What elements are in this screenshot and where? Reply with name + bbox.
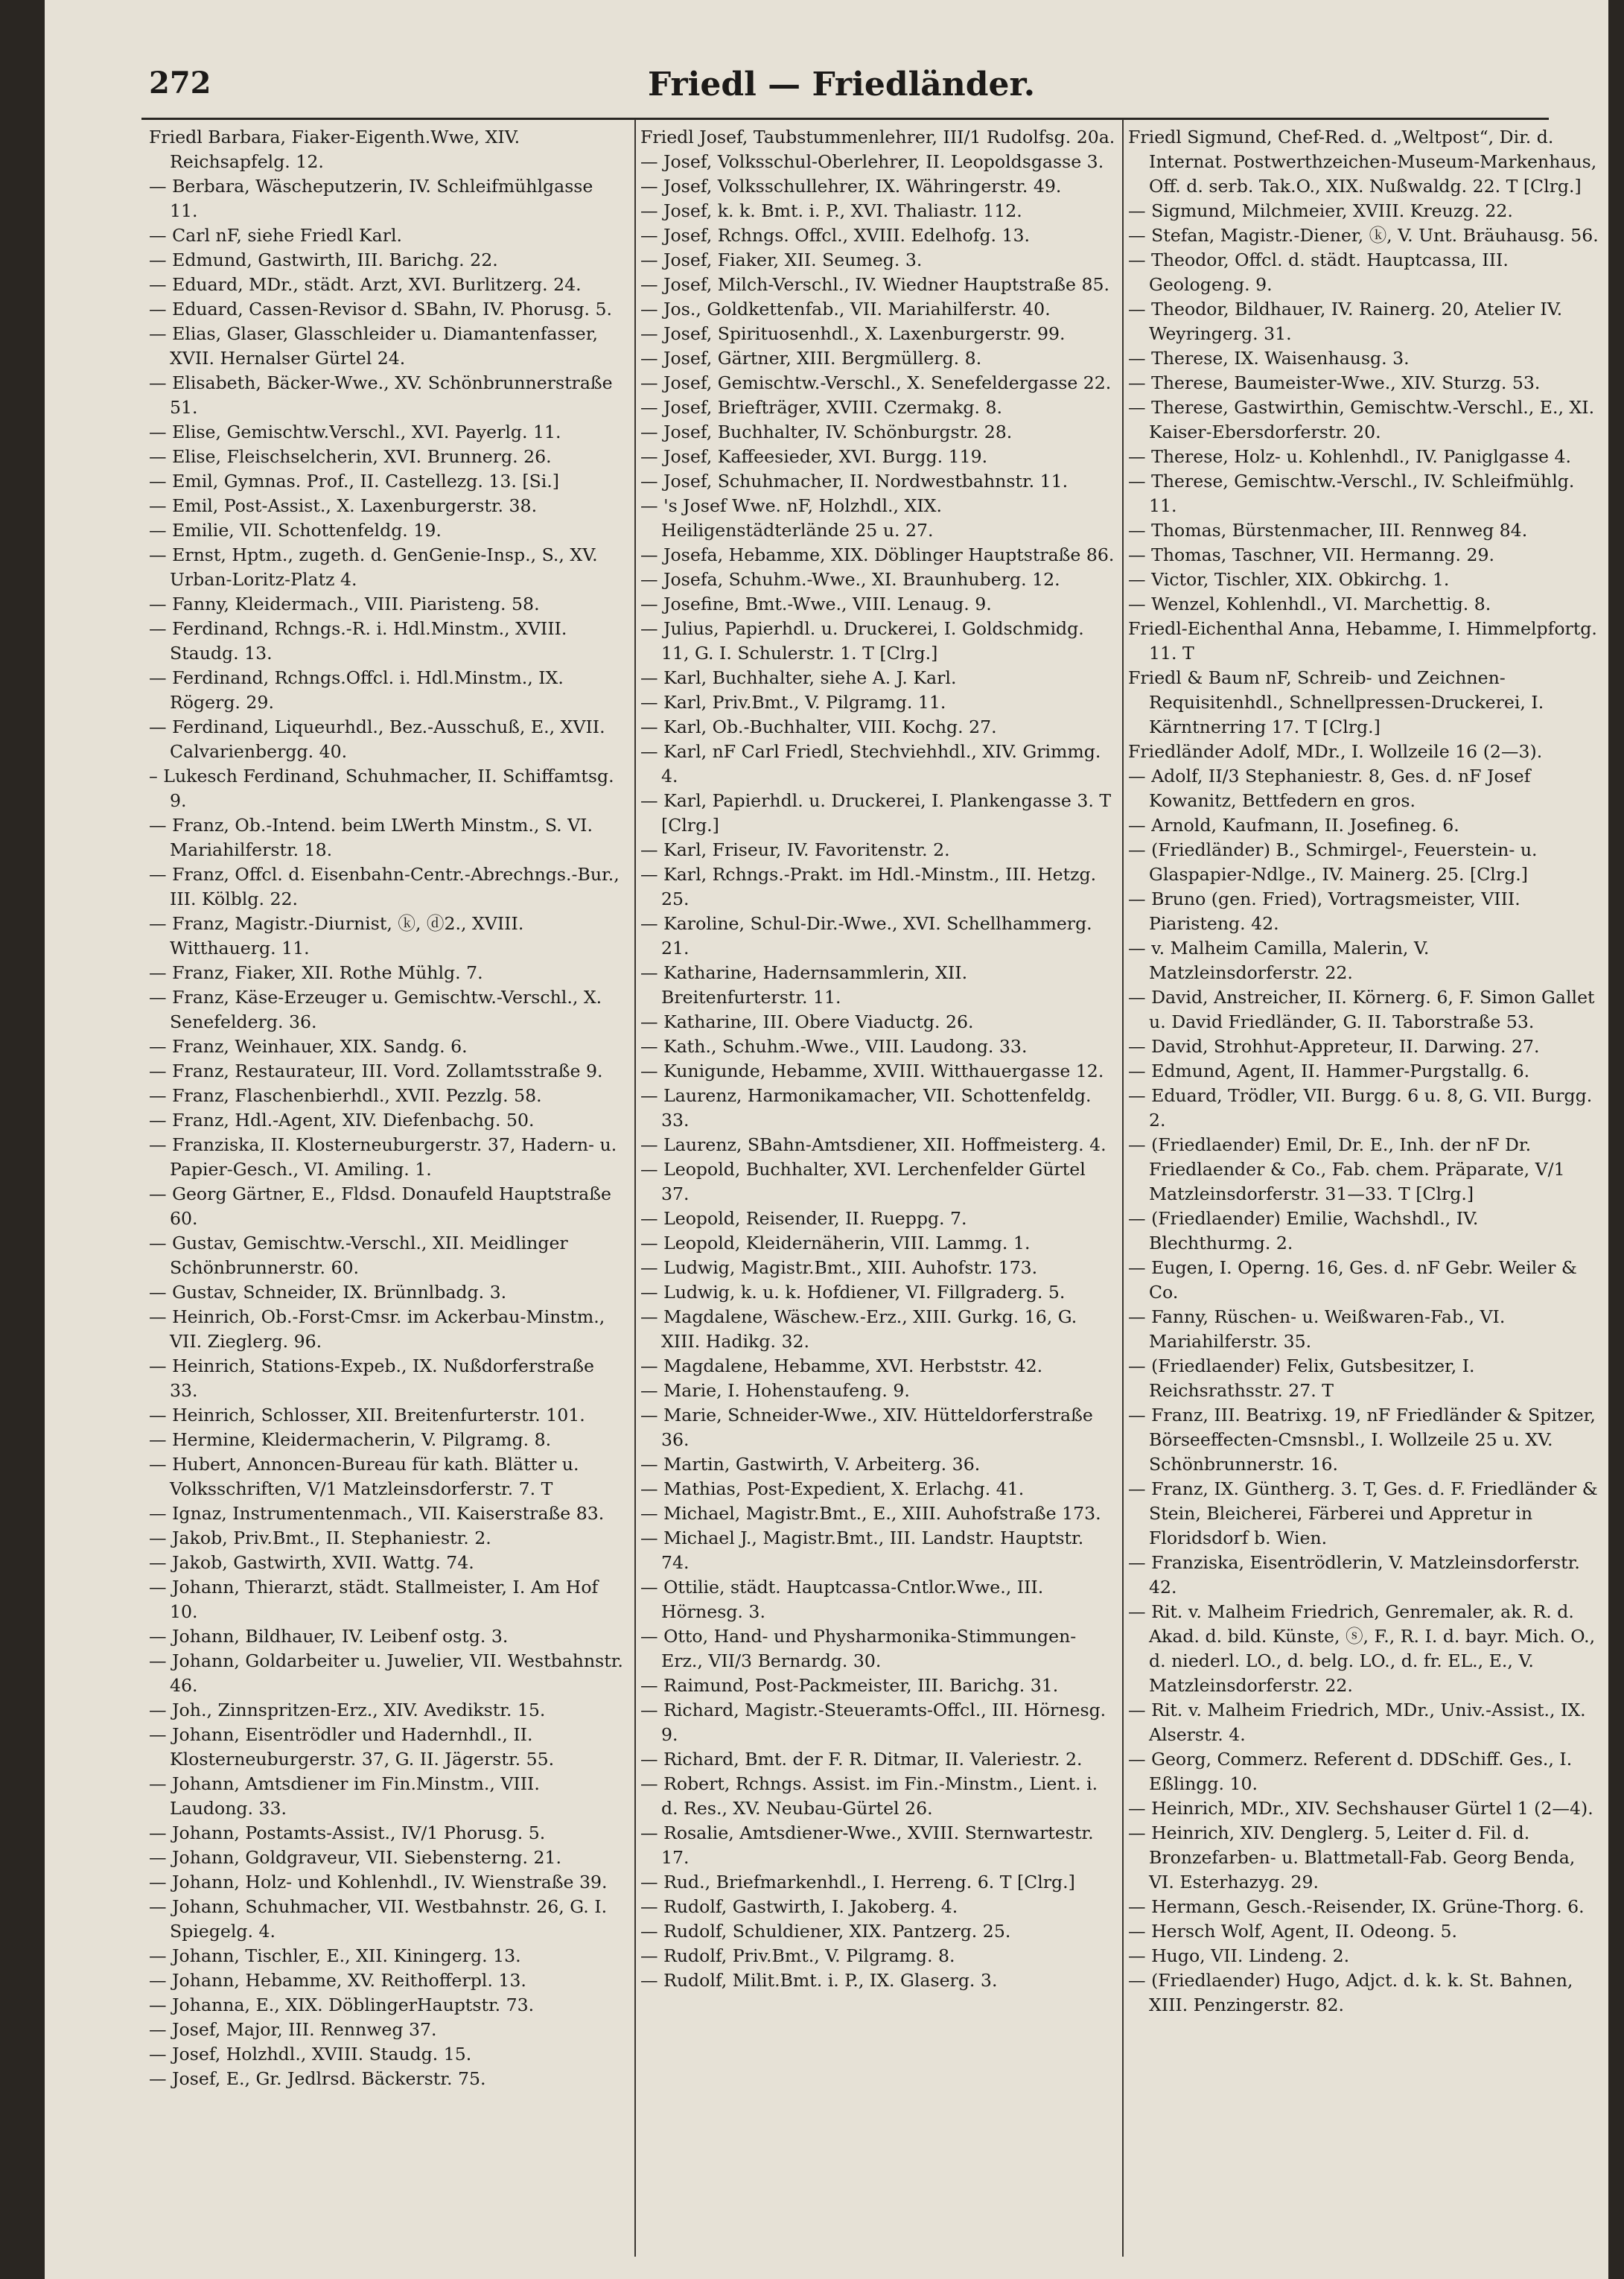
directory-entry: — Edmund, Gastwirth, III. Barichg. 22. — [149, 249, 498, 270]
directory-entry: — Hersch Wolf, Agent, II. Odeong. 5. — [1128, 1921, 1458, 1942]
directory-entry: — Franz, Offcl. d. Eisenbahn-Centr.-Abrechngs.-Bur., III. Kölblg. 22. — [149, 864, 620, 909]
directory-entry: — Stefan, Magistr.-Diener, ⓚ, V. Unt. Bräuhausg. 56. — [1128, 225, 1599, 246]
directory-entry: — Rit. v. Malheim Friedrich, Genremaler, ak. R. d. Akad. d. bild. Künste, ⓢ, F., R. I. d. bayr. Mich. O., d. niederl. LO., d. belg. LO., d. fr. EL., E., V. Matzleinsdorferstr. 22. — [1128, 1601, 1596, 1696]
directory-entry: — Emil, Post-Assist., X. Laxenburgerstr. 38. — [149, 495, 538, 516]
directory-entry: — Bruno (gen. Fried), Vortragsmeister, VIII. Piaristeng. 42. — [1128, 889, 1520, 934]
directory-entry: Friedl Barbara, Fiaker-Eigenth.Wwe, XIV. Reichsapfelg. 12. — [149, 127, 520, 172]
directory-entry: — Josef, k. k. Bmt. i. P., XVI. Thaliastr. 112. — [640, 200, 1022, 221]
directory-entry: — Georg, Commerz. Referent d. DDSchiff. Ges., I. Eßlingg. 10. — [1128, 1749, 1573, 1794]
directory-entry: — Theodor, Bildhauer, IV. Rainerg. 20, Atelier IV. Weyringerg. 31. — [1128, 299, 1563, 344]
directory-entry: — Ludwig, k. u. k. Hofdiener, VI. Fillgraderg. 5. — [640, 1282, 1066, 1303]
column-left — [149, 125, 625, 2091]
directory-entry: — Karl, Ob.-Buchhalter, VIII. Kochg. 27. — [640, 716, 997, 737]
directory-entry: — Johanna, E., XIX. DöblingerHauptstr. 73. — [149, 1994, 535, 2015]
directory-entry: — Johann, Postamts-Assist., IV/1 Phorusg. 5. — [149, 1822, 546, 1843]
directory-entry: — Josef, Spirituosenhdl., X. Laxenburgerstr. 99. — [640, 323, 1066, 344]
directory-entry: — Julius, Papierhdl. u. Druckerei, I. Goldschmidg. 11, G. I. Schulerstr. 1. T [Clrg.] — [640, 618, 1084, 664]
directory-entry: Friedl Josef, Taubstummenlehrer, III/1 Rudolfsg. 20a. — [640, 127, 1115, 147]
directory-entry: — Thomas, Bürstenmacher, III. Rennweg 84. — [1128, 520, 1528, 541]
directory-entry: — Theodor, Offcl. d. städt. Hauptcassa, III. Geologeng. 9. — [1128, 249, 1509, 295]
directory-entry: — Martin, Gastwirth, V. Arbeiterg. 36. — [640, 1454, 981, 1475]
directory-entry: — Gustav, Schneider, IX. Brünnlbadg. 3. — [149, 1282, 507, 1303]
directory-entry: — Franz, Flaschenbierhdl., XVII. Pezzlg. 58. — [149, 1085, 542, 1106]
directory-entry: — Josef, Fiaker, XII. Seumeg. 3. — [640, 249, 923, 270]
column-right — [1128, 125, 1605, 2018]
directory-entry: Friedl-Eichenthal Anna, Hebamme, I. Himmelpfortg. 11. T — [1128, 618, 1597, 664]
directory-entry: — Katharine, III. Obere Viaductg. 26. — [640, 1011, 974, 1032]
directory-entry: — Therese, Gemischtw.-Verschl., IV. Schleifmühlg. 11. — [1128, 471, 1575, 516]
directory-entry: — Ottilie, städt. Hauptcassa-Cntlor.Wwe., III. Hörnesg. 3. — [640, 1577, 1044, 1622]
directory-entry: — Victor, Tischler, XIX. Obkirchg. 1. — [1128, 569, 1450, 590]
directory-entry: — Adolf, II/3 Stephaniestr. 8, Ges. d. nF Josef Kowanitz, Bettfedern en gros. — [1128, 766, 1531, 811]
directory-entry: — Josef, Schuhmacher, II. Nordwestbahnstr. 11. — [640, 471, 1069, 492]
directory-entry: — Karl, Friseur, IV. Favoritenstr. 2. — [640, 839, 950, 860]
directory-entry: — Franz, III. Beatrixg. 19, nF Friedländer & Spitzer, Börseeffecten-Cmsnsbl., I. Wollzeile 25 u. XV. Schönbrunnerstr. 16. — [1128, 1405, 1596, 1475]
directory-entry: — Richard, Bmt. der F. R. Ditmar, II. Valeriestr. 2. — [640, 1749, 1083, 1770]
directory-entry: — Josef, Kaffeesieder, XVI. Burgg. 119. — [640, 446, 988, 467]
directory-entry: — Johann, Eisentrödler und Hadernhdl., II. Klosterneuburgerstr. 37, G. II. Jägerstr. 55. — [149, 1724, 555, 1770]
directory-entry: — Rud., Briefmarkenhdl., I. Herreng. 6. T [Clrg.] — [640, 1872, 1075, 1892]
directory-entry: — Hubert, Annoncen-Bureau für kath. Blätter u. Volksschriften, V/1 Matzleinsdorferstr. 7. T — [149, 1454, 579, 1499]
directory-entry: — Jakob, Priv.Bmt., II. Stephaniestr. 2. — [149, 1528, 491, 1548]
page-header — [104, 66, 1579, 109]
directory-entry: — Michael J., Magistr.Bmt., III. Landstr. Hauptstr. 74. — [640, 1528, 1084, 1573]
directory-entry: — Michael, Magistr.Bmt., E., XIII. Auhofstraße 173. — [640, 1503, 1101, 1524]
directory-entry: — Rosalie, Amtsdiener-Wwe., XVIII. Sternwartestr. 17. — [640, 1822, 1094, 1868]
directory-entry: — Karoline, Schul-Dir.-Wwe., XVI. Schellhammerg. 21. — [640, 913, 1092, 959]
directory-entry: — Elisabeth, Bäcker-Wwe., XV. Schönbrunnerstraße 51. — [149, 372, 613, 418]
directory-entry: — Heinrich, MDr., XIV. Sechshauser Gürtel 1 (2—4). — [1128, 1798, 1593, 1819]
directory-entry: — Josef, Gemischtw.-Verschl., X. Senefeldergasse 22. — [640, 372, 1112, 393]
directory-entry: — Heinrich, Stations-Expeb., IX. Nußdorferstraße 33. — [149, 1355, 594, 1401]
directory-entry: — Heinrich, Ob.-Forst-Cmsr. im Ackerbau-Minstm., VII. Zieglerg. 96. — [149, 1306, 605, 1352]
directory-entry: — Rudolf, Priv.Bmt., V. Pilgramg. 8. — [640, 1945, 955, 1966]
directory-entry: — Laurenz, Harmonikamacher, VII. Schottenfeldg. 33. — [640, 1085, 1092, 1131]
directory-entry: — Josef, E., Gr. Jedlrsd. Bäckerstr. 75. — [149, 2068, 486, 2089]
directory-entry: — Elise, Gemischtw.Verschl., XVI. Payerlg. 11. — [149, 422, 561, 442]
directory-entry: — Hermine, Kleidermacherin, V. Pilgramg. 8. — [149, 1429, 552, 1450]
directory-entry: — Therese, Gastwirthin, Gemischtw.-Verschl., E., XI. Kaiser-Ebersdorferstr. 20. — [1128, 397, 1595, 442]
directory-entry: — Rudolf, Gastwirth, I. Jakoberg. 4. — [640, 1896, 958, 1917]
directory-entry: — (Friedlaender) Felix, Gutsbesitzer, I. Reichsrathsstr. 27. T — [1128, 1355, 1475, 1401]
directory-entry: — Karl, Rchngs.-Prakt. im Hdl.-Minstm., III. Hetzg. 25. — [640, 864, 1097, 909]
directory-entry: — Marie, Schneider-Wwe., XIV. Hütteldorferstraße 36. — [640, 1405, 1093, 1450]
directory-entry: — Arnold, Kaufmann, II. Josefineg. 6. — [1128, 815, 1459, 836]
directory-entry: — Franz, Weinhauer, XIX. Sandg. 6. — [149, 1036, 468, 1057]
directory-entry: — Carl nF, siehe Friedl Karl. — [149, 225, 403, 246]
directory-entry: — Franz, Magistr.-Diurnist, ⓚ, ⓓ2., XVIII. Witthauerg. 11. — [149, 913, 524, 959]
directory-entry: — Jakob, Gastwirth, XVII. Wattg. 74. — [149, 1552, 474, 1573]
directory-entry: — Johann, Goldgraveur, VII. Siebensterng. 21. — [149, 1847, 561, 1868]
directory-entry: — Franziska, Eisentrödlerin, V. Matzleinsdorferstr. 42. — [1128, 1552, 1580, 1598]
directory-entry: — Franz, Käse-Erzeuger u. Gemischtw.-Verschl., X. Senefelderg. 36. — [149, 987, 602, 1032]
page-title: Friedl — Friedländer. — [647, 66, 1036, 104]
directory-entry: — Otto, Hand- und Physharmonika-Stimmungen-Erz., VII/3 Bernardg. 30. — [640, 1626, 1077, 1671]
directory-entry: — Josef, Rchngs. Offcl., XVIII. Edelhofg. 13. — [640, 225, 1031, 246]
directory-entry: — Hermann, Gesch.-Reisender, IX. Grüne-Thorg. 6. — [1128, 1896, 1585, 1917]
directory-entry: — Johann, Schuhmacher, VII. Westbahnstr. 26, G. I. Spiegelg. 4. — [149, 1896, 608, 1942]
directory-entry: — Elias, Glaser, Glasschleider u. Diamantenfasser, XVII. Hernalser Gürtel 24. — [149, 323, 598, 369]
directory-entry: — Josef, Major, III. Rennweg 37. — [149, 2019, 437, 2040]
directory-entry: — Georg Gärtner, E., Fldsd. Donaufeld Hauptstraße 60. — [149, 1183, 611, 1229]
directory-entry: — Johann, Bildhauer, IV. Leibenf ostg. 3. — [149, 1626, 509, 1647]
directory-entry: — Johann, Tischler, E., XII. Kiningerg. 13. — [149, 1945, 521, 1966]
directory-entry: — Marie, I. Hohenstaufeng. 9. — [640, 1380, 910, 1401]
directory-entry: — Magdalene, Wäschew.-Erz., XIII. Gurkg. 16, G. XIII. Hadikg. 32. — [640, 1306, 1077, 1352]
directory-entry: — Berbara, Wäscheputzerin, IV. Schleifmühlgasse 11. — [149, 176, 593, 221]
directory-entry: — Gustav, Gemischtw.-Verschl., XII. Meidlinger Schönbrunnerstr. 60. — [149, 1233, 568, 1278]
directory-entry: — Mathias, Post-Expedient, X. Erlachg. 41. — [640, 1478, 1025, 1499]
directory-entry: — Ernst, Hptm., zugeth. d. GenGenie-Insp., S., XV. Urban-Loritz-Platz 4. — [149, 544, 598, 590]
directory-entry: — Karl, Priv.Bmt., V. Pilgramg. 11. — [640, 692, 946, 713]
directory-entry: — Ferdinand, Liqueurhdl., Bez.-Ausschuß, E., XVII. Calvarienbergg. 40. — [149, 716, 605, 762]
directory-entry: — Rit. v. Malheim Friedrich, MDr., Univ.-Assist., IX. Alserstr. 4. — [1128, 1700, 1586, 1745]
directory-entry: — Sigmund, Milchmeier, XVIII. Kreuzg. 22. — [1128, 200, 1513, 221]
directory-entry: — David, Anstreicher, II. Körnerg. 6, F. Simon Gallet u. David Friedländer, G. II. Taborstraße 53. — [1128, 987, 1595, 1032]
header-rule — [141, 118, 1549, 120]
directory-entry: – Lukesch Ferdinand, Schuhmacher, II. Schiffamtsg. 9. — [149, 766, 614, 811]
directory-entry: — Fanny, Rüschen- u. Weißwaren-Fab., VI. Mariahilferstr. 35. — [1128, 1306, 1506, 1352]
directory-entry: — Hugo, VII. Lindeng. 2. — [1128, 1945, 1350, 1966]
directory-entry: — Franziska, II. Klosterneuburgerstr. 37, Hadern- u. Papier-Gesch., VI. Amiling. 1. — [149, 1134, 617, 1180]
directory-entry: — Magdalene, Hebamme, XVI. Herbststr. 42. — [640, 1355, 1043, 1376]
directory-entry: — Franz, Ob.-Intend. beim LWerth Minstm., S. VI. Mariahilferstr. 18. — [149, 815, 593, 860]
column-divider — [634, 119, 636, 2257]
page-number: 272 — [149, 66, 211, 101]
directory-entry: — 's Josef Wwe. nF, Holzhdl., XIX. Heiligenstädterlände 25 u. 27. — [640, 495, 942, 541]
directory-entry: — Johann, Hebamme, XV. Reithofferpl. 13. — [149, 1970, 526, 1991]
directory-entry: — (Friedländer) B., Schmirgel-, Feuerstein- u. Glaspapier-Ndlge., IV. Mainerg. 25. [Clrg.] — [1128, 839, 1538, 885]
directory-entry: — Leopold, Kleidernäherin, VIII. Lammg. 1. — [640, 1233, 1031, 1253]
directory-entry: — v. Malheim Camilla, Malerin, V. Matzleinsdorferstr. 22. — [1128, 938, 1430, 983]
directory-entry: — Josefa, Hebamme, XIX. Döblinger Hauptstraße 86. — [640, 544, 1115, 565]
directory-entry: — Franz, Fiaker, XII. Rothe Mühlg. 7. — [149, 962, 483, 983]
directory-entry: — Emil, Gymnas. Prof., II. Castellezg. 13. [Si.] — [149, 471, 559, 492]
directory-entry: — Karl, Buchhalter, siehe A. J. Karl. — [640, 667, 957, 688]
directory-entry: — Laurenz, SBahn-Amtsdiener, XII. Hoffmeisterg. 4. — [640, 1134, 1106, 1155]
directory-entry: — Ferdinand, Rchngs.-R. i. Hdl.Minstm., XVIII. Staudg. 13. — [149, 618, 567, 664]
directory-entry: — (Friedlaender) Hugo, Adjct. d. k. k. St. Bahnen, XIII. Penzingerstr. 82. — [1128, 1970, 1573, 2015]
directory-entry: — Josef, Briefträger, XVIII. Czermakg. 8. — [640, 397, 1003, 418]
directory-entry: — Eugen, I. Operng. 16, Ges. d. nF Gebr. Weiler & Co. — [1128, 1257, 1577, 1303]
directory-entry: — Heinrich, Schlosser, XII. Breitenfurterstr. 101. — [149, 1405, 585, 1425]
directory-entry: — Wenzel, Kohlenhdl., VI. Marchettig. 8. — [1128, 594, 1491, 614]
directory-entry: — Josefine, Bmt.-Wwe., VIII. Lenaug. 9. — [640, 594, 992, 614]
directory-entry: — Rudolf, Schuldiener, XIX. Pantzerg. 25. — [640, 1921, 1011, 1942]
directory-entry: — Johann, Goldarbeiter u. Juwelier, VII. Westbahnstr. 46. — [149, 1650, 623, 1696]
directory-entry: Friedl Sigmund, Chef-Red. d. „Weltpost“, Dir. d. Internat. Postwerthzeichen-Museum-Markenhaus, Off. d. serb. Tak.O., XIX. Nußwaldg. 22. T [Clrg.] — [1128, 127, 1597, 197]
directory-entry: — Edmund, Agent, II. Hammer-Purgstallg. 6. — [1128, 1061, 1530, 1081]
directory-entry: — Eduard, Trödler, VII. Burgg. 6 u. 8, G. VII. Burgg. 2. — [1128, 1085, 1593, 1131]
directory-entry: — Johann, Holz- und Kohlenhdl., IV. Wienstraße 39. — [149, 1872, 608, 1892]
directory-entry: — Ludwig, Magistr.Bmt., XIII. Auhofstr. 173. — [640, 1257, 1038, 1278]
directory-page — [45, 0, 1608, 2279]
directory-entry: Friedl & Baum nF, Schreib- und Zeichnen-Requisitenhdl., Schnellpressen-Druckerei, I. Kärntnerring 17. T [Clrg.] — [1128, 667, 1544, 737]
directory-entry: — Fanny, Kleidermach., VIII. Piaristeng. 58. — [149, 594, 540, 614]
directory-entry: — Eduard, Cassen-Revisor d. SBahn, IV. Phorusg. 5. — [149, 299, 612, 320]
directory-entry: — Franz, Restaurateur, III. Vord. Zollamtsstraße 9. — [149, 1061, 603, 1081]
directory-entry: — Karl, Papierhdl. u. Druckerei, I. Plankengasse 3. T [Clrg.] — [640, 790, 1112, 836]
directory-entry: — Franz, Hdl.-Agent, XIV. Diefenbachg. 50. — [149, 1110, 535, 1131]
directory-entry: — Therese, Holz- u. Kohlenhdl., IV. Paniglgasse 4. — [1128, 446, 1572, 467]
directory-entry: — Ferdinand, Rchngs.Offcl. i. Hdl.Minstm., IX. Rögerg. 29. — [149, 667, 564, 713]
directory-entry: — Josef, Gärtner, XIII. Bergmüllerg. 8. — [640, 348, 982, 369]
directory-entry: — Robert, Rchngs. Assist. im Fin.-Minstm., Lient. i. d. Res., XV. Neubau-Gürtel 26. — [640, 1773, 1098, 1819]
directory-entry: — Josef, Volksschul-Oberlehrer, II. Leopoldsgasse 3. — [640, 151, 1104, 172]
directory-entry: — Josef, Buchhalter, IV. Schönburgstr. 28. — [640, 422, 1013, 442]
directory-entry: — Johann, Amtsdiener im Fin.Minstm., VIII. Laudong. 33. — [149, 1773, 540, 1819]
directory-entry: — David, Strohhut-Appreteur, II. Darwing. 27. — [1128, 1036, 1540, 1057]
directory-entry: — Joh., Zinnspritzen-Erz., XIV. Avedikstr. 15. — [149, 1700, 546, 1720]
directory-entry: — Karl, nF Carl Friedl, Stechviehhdl., XIV. Grimmg. 4. — [640, 741, 1101, 786]
column-middle — [640, 125, 1117, 1993]
directory-entry: — Richard, Magistr.-Steueramts-Offcl., III. Hörnesg. 9. — [640, 1700, 1106, 1745]
directory-entry: — (Friedlaender) Emilie, Wachshdl., IV. Blechthurmg. 2. — [1128, 1208, 1479, 1253]
directory-entry: — Rudolf, Milit.Bmt. i. P., IX. Glaserg. 3. — [640, 1970, 998, 1991]
directory-entry: — Katharine, Hadernsammlerin, XII. Breitenfurterstr. 11. — [640, 962, 968, 1008]
directory-entry: — Eduard, MDr., städt. Arzt, XVI. Burlitzerg. 24. — [149, 274, 582, 295]
directory-entry: — Kunigunde, Hebamme, XVIII. Witthauergasse 12. — [640, 1061, 1104, 1081]
directory-entry: — (Friedlaender) Emil, Dr. E., Inh. der nF Dr. Friedlaender & Co., Fab. chem. Präparate, V/1 Matzleinsdorferstr. 31—33. T [Clrg.] — [1128, 1134, 1565, 1204]
directory-entry: — Josef, Holzhdl., XVIII. Staudg. 15. — [149, 2044, 472, 2065]
directory-entry: — Johann, Thierarzt, städt. Stallmeister, I. Am Hof 10. — [149, 1577, 599, 1622]
directory-entry: Friedländer Adolf, MDr., I. Wollzeile 16 (2—3). — [1128, 741, 1543, 762]
directory-entry: — Therese, IX. Waisenhausg. 3. — [1128, 348, 1410, 369]
directory-entry: — Kath., Schuhm.-Wwe., VIII. Laudong. 33. — [640, 1036, 1028, 1057]
directory-entry: — Josef, Milch-Verschl., IV. Wiedner Hauptstraße 85. — [640, 274, 1110, 295]
directory-entry: — Raimund, Post-Packmeister, III. Barichg. 31. — [640, 1675, 1059, 1696]
directory-entry: — Leopold, Buchhalter, XVI. Lerchenfelder Gürtel 37. — [640, 1159, 1086, 1204]
directory-entry: — Josef, Volksschullehrer, IX. Währingerstr. 49. — [640, 176, 1062, 197]
directory-entry: — Leopold, Reisender, II. Rueppg. 7. — [640, 1208, 967, 1229]
directory-entry: — Josefa, Schuhm.-Wwe., XI. Braunhuberg. 12. — [640, 569, 1060, 590]
directory-entry: — Thomas, Taschner, VII. Hermanng. 29. — [1128, 544, 1495, 565]
directory-entry: — Emilie, VII. Schottenfeldg. 19. — [149, 520, 442, 541]
directory-entry: — Ignaz, Instrumentenmach., VII. Kaiserstraße 83. — [149, 1503, 605, 1524]
directory-entry: — Franz, IX. Güntherg. 3. T, Ges. d. F. Friedländer & Stein, Bleicherei, Färberei und Appretur in Floridsdorf b. Wien. — [1128, 1478, 1598, 1548]
column-divider — [1122, 119, 1124, 2257]
directory-entry: — Therese, Baumeister-Wwe., XIV. Sturzg. 53. — [1128, 372, 1541, 393]
directory-entry: — Jos., Goldkettenfab., VII. Mariahilferstr. 40. — [640, 299, 1051, 320]
directory-entry: — Elise, Fleischselcherin, XVI. Brunnerg. 26. — [149, 446, 552, 467]
directory-entry: — Heinrich, XIV. Denglerg. 5, Leiter d. Fil. d. Bronzefarben- u. Blattmetall-Fab. Georg Benda, VI. Esterhazyg. 29. — [1128, 1822, 1576, 1892]
